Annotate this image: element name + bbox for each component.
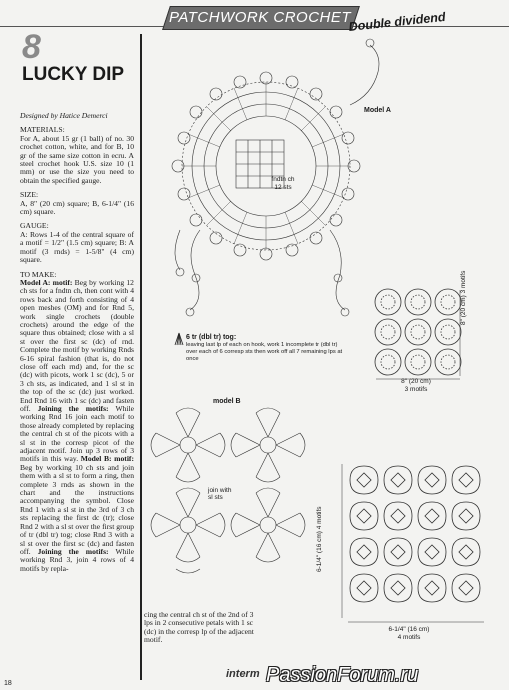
joining-b-text: While working Rnd 3, join 4 rows of 4 motifs by repla- [20, 546, 134, 573]
lattice-center [391, 581, 405, 595]
motif-a-text: Beg by working 12 ch sts for a fndtn ch, then cont with 4 rows back and forth consisting of 4 open meshes (OM) and for Rnd 5, work single crochets (double crochets) around the edge of the square thus obtained; close with a sl st over the first sc (dc) of rnd. Complete the motif by working Rnds 6-16 spiral fashion (that is, do not close off each rnd) and, for the sc (dc) with picots, work 1 sc (dc), 5 or 3 ch sts, as indicated, and 1 sl st in the top of the sc (dc) just worked. End Rnd 16 with 1 sc (dc) and fasten off. [20, 277, 134, 413]
designer-credit: Designed by Hatice Demerci [20, 111, 108, 120]
outer-picots [172, 72, 360, 260]
lattice-motif [384, 502, 412, 530]
chain-extension-lower-left [175, 230, 180, 270]
to-make-section [20, 271, 134, 574]
joining-a-lead: Joining the motifs: [37, 404, 109, 413]
page-number: 18 [4, 680, 12, 687]
lattice-motif [452, 466, 480, 494]
dim-b-motifs: 4 motifs [397, 634, 421, 641]
section-banner-text: PATCHWORK CROCHET [168, 9, 352, 26]
lattice-motif [418, 538, 446, 566]
lattice-center [391, 545, 405, 559]
model-b-chart [148, 405, 328, 605]
model-a-schematic [372, 286, 472, 386]
lattice-center [391, 473, 405, 487]
dim-a-width: 8" (20 cm) [401, 378, 431, 385]
motif-b-1 [151, 408, 225, 482]
round-ring-2 [204, 104, 328, 228]
lattice-center [459, 509, 473, 523]
dim-b-width: 6-1/4" (16 cm) [388, 626, 430, 633]
gauge-heading: GAUGE: [20, 221, 49, 231]
chain-extension-right [330, 230, 345, 310]
lattice-motif [452, 538, 480, 566]
motif-b-2 [231, 408, 305, 482]
to-make-heading: TO MAKE: [20, 269, 57, 279]
join-label: join with sl sts [208, 487, 232, 501]
chain-extension-top-right [350, 45, 379, 105]
size-text: A, 8" (20 cm) square; B, 6-1/4" (16 cm) square. [20, 198, 134, 217]
watermark: PassionForum.ru [266, 664, 419, 686]
model-b-schematic [326, 460, 486, 630]
lattice-center [425, 545, 439, 559]
motif-b-text: Beg by working 10 ch sts and join them with a sl st to form a ring, then complete 3 rnds as shown in the chart and the instructions accompanying the symbol. Close Rnd 1 with a sl st in the 3rd of 3 ch sts replacing the first dc (tr); close Rnd 2 with a sl st over the first group of tr (dbl tr) tog; close Rnd 3 with a sl st over the first sc (dc) and fasten off. [20, 462, 134, 556]
round-ring-3 [192, 92, 340, 240]
lattice-motif [384, 574, 412, 602]
pattern-title: LUCKY DIP [22, 64, 125, 85]
lattice-motif [384, 466, 412, 494]
dim-a-height: 8" (20 cm) 3 motifs [460, 270, 467, 325]
lattice-center [425, 509, 439, 523]
gauge-text: A: Rows 1-4 of the central square of a motif = 1/2" (1.5 cm) square; B: A motif (3 rnds) = 1-5/8" (4 cm) square. [20, 229, 134, 265]
column-divider [140, 34, 142, 680]
fndtn-label: fndtn ch [271, 176, 295, 183]
model-b-label: model B [213, 398, 241, 405]
lattice-motif [350, 538, 378, 566]
continued-text: cing the central ch st of the 2nd of 3 lps in 2 consecutive petals with 1 sc (dc) in the corresp lp of the adjacent motif. [144, 610, 254, 645]
instructions-column [20, 112, 134, 579]
lattice-center [425, 473, 439, 487]
motif-b-5 [176, 569, 200, 573]
lattice-motif [350, 466, 378, 494]
lattice-center [459, 545, 473, 559]
chain-extension-left [190, 230, 200, 310]
dim-a-motifs: 3 motifs [404, 386, 428, 393]
model-a-label: Model A [364, 107, 391, 114]
lattice-motif [452, 574, 480, 602]
motif-a-lead: Model A: motif: [20, 277, 73, 287]
lattice-motif [350, 574, 378, 602]
lattice-motif [452, 502, 480, 530]
size-section [20, 191, 134, 216]
lattice-center [459, 473, 473, 487]
materials-section [20, 126, 134, 185]
lattice-motif [418, 502, 446, 530]
tog-symbol [174, 332, 184, 346]
footer-brand: interm [226, 668, 260, 680]
lattice-center [425, 581, 439, 595]
materials-heading: MATERIALS: [20, 125, 65, 135]
joining-a-text: While working Rnd 16 join each motif to those already completed by replacing the central ch st of the picots with a sl st in the corresp picot of the adjacent motif. Join up 3 rows of 3 motifs in this way. [20, 404, 134, 464]
lattice-center [357, 545, 371, 559]
lattice-center [357, 581, 371, 595]
picot-ring [182, 82, 350, 250]
sts-label: 12 sts [274, 184, 292, 191]
motif-b-4 [231, 488, 305, 562]
lattice-motif [350, 502, 378, 530]
lattice-motif [384, 538, 412, 566]
tog-symbol-label: 6 tr (dbl tr) tog: [186, 334, 237, 341]
lattice-center [391, 509, 405, 523]
materials-text: For A, about 15 gr (1 ball) of no. 30 crochet cotton, white, and for B, 10 gr of the same size cotton in ecru. A steel crochet hook U.S. size 10 (1 mm) or use the size you need to obtain the specified gauge. [20, 133, 134, 185]
dim-b-height: 6-1/4" (16 cm) 4 motifs [316, 506, 323, 572]
lattice-motif [418, 574, 446, 602]
round-ring-1 [216, 116, 316, 216]
joining-b-lead: Joining the motifs: [37, 546, 109, 556]
tog-description: leaving last lp of each on hook, work 1 incomplete tr (dbl tr) over each of 6 corresp sts then work off all 7 remaining lps at once [186, 342, 343, 363]
lattice-center [459, 581, 473, 595]
lattice-center [357, 509, 371, 523]
pattern-number: 8 [22, 28, 41, 66]
lattice-center [357, 473, 371, 487]
radial-stitches [182, 82, 350, 250]
pattern-subtitle: Double dividend [348, 9, 447, 34]
motif-b-lead: Model B: motif: [80, 454, 134, 464]
lattice-motif [418, 466, 446, 494]
gauge-section [20, 222, 134, 264]
size-heading: SIZE: [20, 190, 39, 200]
